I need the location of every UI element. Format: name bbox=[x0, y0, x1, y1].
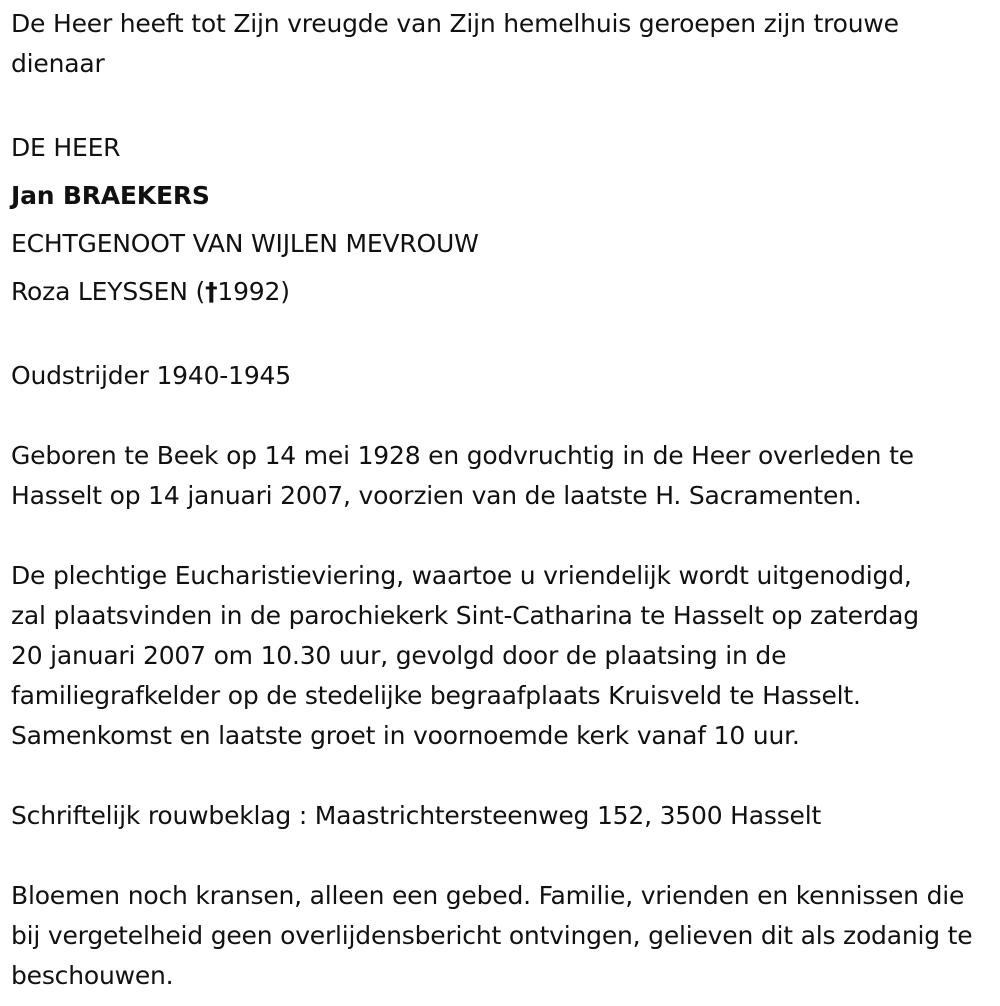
condolence-address: Schriftelijk rouwbeklag : Maastrichtersteenweg 152, 3500 Hasselt bbox=[11, 801, 822, 830]
ceremony-line: familiegrafkelder op de stedelijke begraafplaats Kruisveld te Hasselt. bbox=[11, 681, 861, 710]
spacer bbox=[11, 756, 996, 796]
spouse-name: Roza LEYSSEN ( bbox=[11, 277, 206, 306]
spouse-label: ECHTGENOOT VAN WIJLEN MEVROUW bbox=[11, 229, 479, 258]
veteran-line: Oudstrijder 1940-1945 bbox=[11, 361, 291, 390]
spacer bbox=[11, 516, 996, 556]
spouse-year: 1992) bbox=[217, 277, 290, 306]
spacer bbox=[11, 396, 996, 436]
spacer bbox=[11, 316, 996, 356]
spacer bbox=[11, 84, 996, 124]
honorific-title: DE HEER bbox=[11, 133, 121, 162]
death-notice bbox=[11, 4, 996, 996]
ceremony-line: Samenkomst en laatste groet in voornoemde kerk vanaf 10 uur. bbox=[11, 721, 800, 750]
spacer bbox=[11, 836, 996, 876]
ceremony-line: zal plaatsvinden in de parochiekerk Sint-Catharina te Hasselt op zaterdag bbox=[11, 601, 919, 630]
spouse-line bbox=[11, 268, 996, 316]
ceremony-line: 20 januari 2007 om 10.30 uur, gevolgd door de plaatsing in de bbox=[11, 641, 787, 670]
closing-paragraph: Bloemen noch kransen, alleen een gebed. Familie, vrienden en kennissen die bij vergetelheid geen overlijdensbericht ontvingen, gelieven dit als zodanig te beschouwen. bbox=[11, 881, 973, 990]
intro-paragraph: De Heer heeft tot Zijn vreugde van Zijn hemelhuis geroepen zijn trouwe dienaar bbox=[11, 9, 899, 78]
cross-icon: † bbox=[205, 277, 218, 306]
ceremony-paragraph bbox=[11, 556, 996, 756]
birth-death-paragraph: Geboren te Beek op 14 mei 1928 en godvruchtig in de Heer overleden te Hasselt op 14 januari 2007, voorzien van de laatste H. Sacramenten. bbox=[11, 441, 914, 510]
ceremony-line: De plechtige Eucharistieviering, waartoe u vriendelijk wordt uitgenodigd, bbox=[11, 561, 912, 590]
deceased-name: Jan BRAEKERS bbox=[11, 181, 210, 210]
